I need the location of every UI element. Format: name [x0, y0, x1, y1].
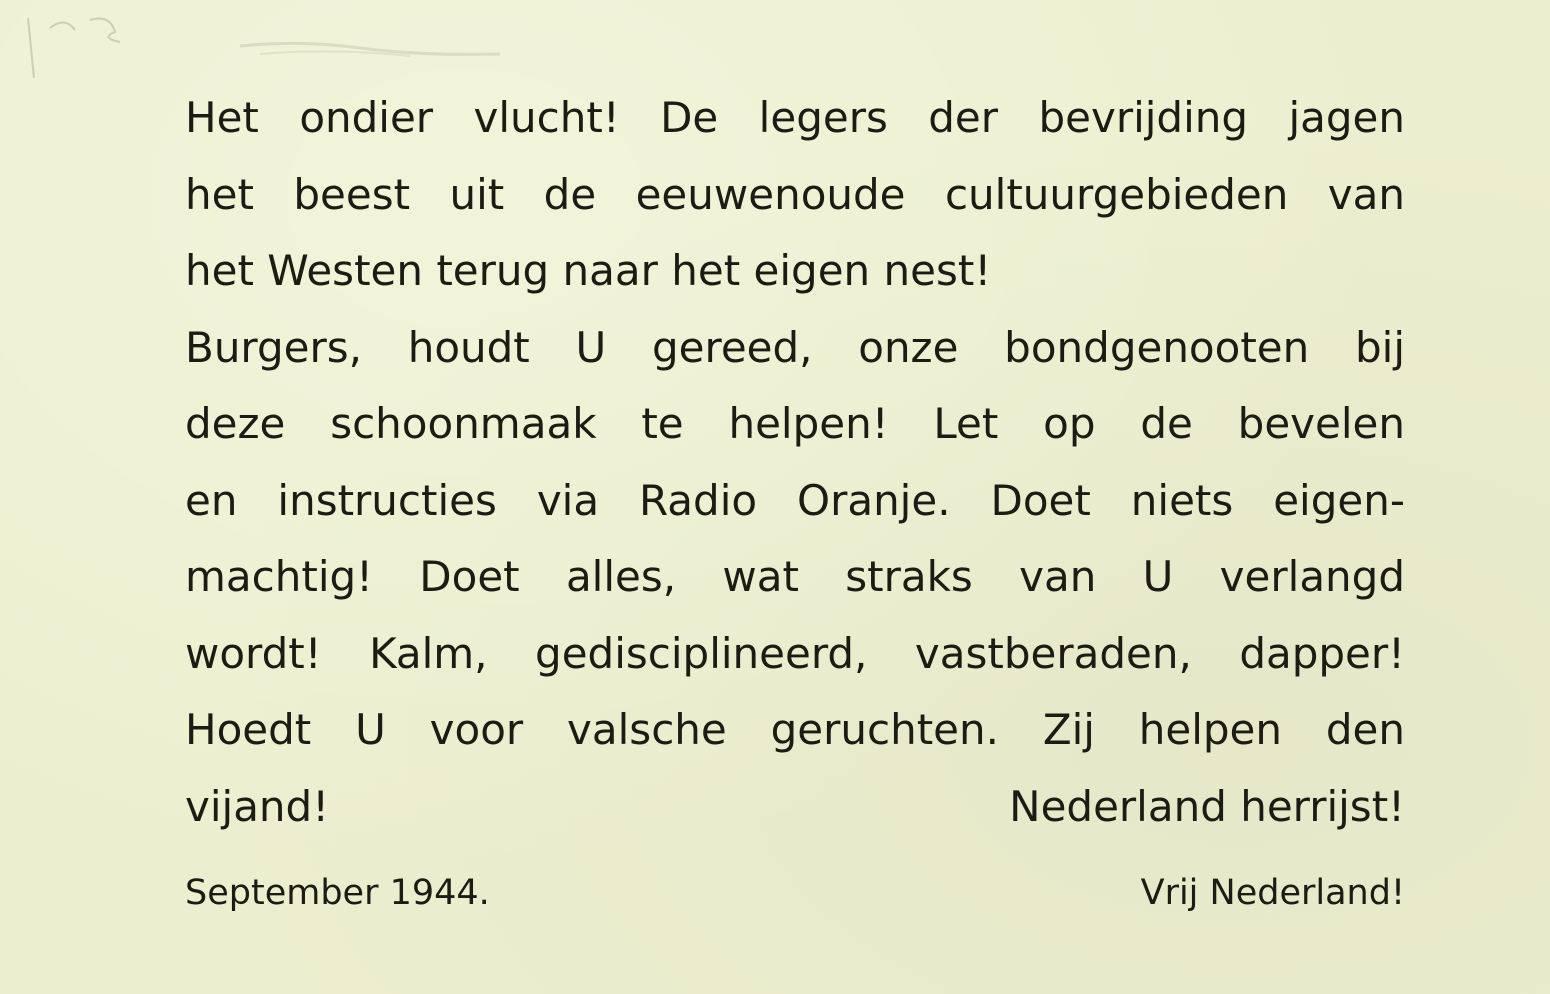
- pencil-annotation-mark: [20, 8, 140, 78]
- signature-text: Vrij Nederland!: [1140, 873, 1405, 913]
- text-line: machtig! Doet alles, wat straks van U verlangd: [185, 552, 1405, 601]
- text-line: het Westen terug naar het eigen nest!: [185, 246, 992, 295]
- text-line: en instructies via Radio Oranje. Doet niets eigen-: [185, 475, 1405, 525]
- closing-left-text: vijand!: [185, 782, 330, 832]
- leaflet-text: [185, 80, 1405, 923]
- closing-slogan: Nederland herrijst!: [1009, 782, 1405, 832]
- text-line: wordt! Kalm, gedisciplineerd, vastberaden, dapper!: [185, 628, 1405, 678]
- text-line: Burgers, houdt U gereed, onze bondgenooten bij: [185, 322, 1405, 372]
- closing-line: [185, 769, 1405, 846]
- text-line: het beest uit de eeuwenoude cultuurgebieden van: [185, 169, 1405, 219]
- text-line: deze schoonmaak te helpen! Let op de bevelen: [185, 399, 1405, 448]
- text-line: Hoedt U voor valsche geruchten. Zij helpen den: [185, 705, 1405, 754]
- ink-smudge: [240, 36, 500, 66]
- text-line: Het ondier vlucht! De legers der bevrijding jagen: [185, 93, 1405, 142]
- footer: [185, 863, 1405, 923]
- date-text: September 1944.: [185, 873, 490, 913]
